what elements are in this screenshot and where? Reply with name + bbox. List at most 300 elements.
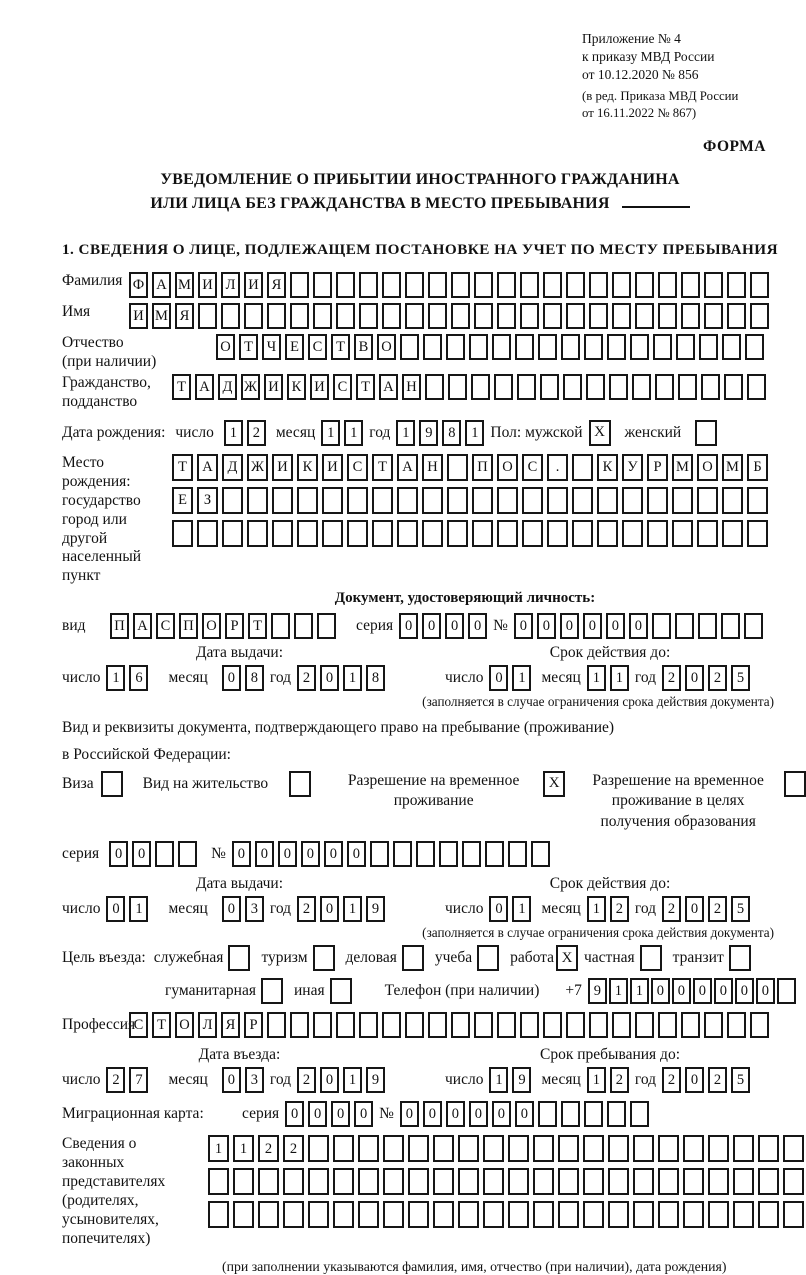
char-cell[interactable]: 0 bbox=[400, 1101, 419, 1127]
char-cell[interactable] bbox=[247, 487, 268, 514]
char-cell[interactable] bbox=[497, 487, 518, 514]
char-cell[interactable]: 0 bbox=[423, 1101, 442, 1127]
char-cell[interactable]: 0 bbox=[320, 896, 339, 922]
char-cell[interactable] bbox=[704, 272, 723, 298]
char-cell[interactable]: 1 bbox=[609, 978, 628, 1004]
char-cell[interactable]: А bbox=[152, 272, 171, 298]
char-cell[interactable]: А bbox=[397, 454, 418, 481]
char-cell[interactable]: Т bbox=[356, 374, 375, 400]
char-cell[interactable]: 2 bbox=[297, 1067, 316, 1093]
char-cell[interactable]: С bbox=[522, 454, 543, 481]
char-cell[interactable] bbox=[358, 1168, 379, 1195]
char-cell[interactable] bbox=[563, 374, 582, 400]
char-cell[interactable]: 1 bbox=[587, 665, 606, 691]
char-cell[interactable] bbox=[308, 1168, 329, 1195]
char-cell[interactable] bbox=[698, 613, 717, 639]
char-cell[interactable]: 0 bbox=[285, 1101, 304, 1127]
char-cell[interactable] bbox=[474, 1012, 493, 1038]
char-cell[interactable] bbox=[683, 1168, 704, 1195]
char-cell[interactable] bbox=[566, 303, 585, 329]
char-cell[interactable]: 1 bbox=[343, 665, 362, 691]
char-cell[interactable] bbox=[708, 1201, 729, 1228]
char-cell[interactable]: 2 bbox=[247, 420, 266, 446]
char-cell[interactable] bbox=[290, 272, 309, 298]
char-cell[interactable] bbox=[520, 272, 539, 298]
char-cell[interactable]: 2 bbox=[708, 665, 727, 691]
char-cell[interactable]: Ф bbox=[129, 272, 148, 298]
char-cell[interactable]: 0 bbox=[347, 841, 366, 867]
char-cell[interactable]: 0 bbox=[331, 1101, 350, 1127]
issue-month-cells[interactable] bbox=[222, 665, 264, 691]
char-cell[interactable] bbox=[704, 1012, 723, 1038]
char-cell[interactable]: Д bbox=[222, 454, 243, 481]
char-cell[interactable]: 6 bbox=[129, 665, 148, 691]
char-cell[interactable] bbox=[676, 334, 695, 360]
char-cell[interactable] bbox=[678, 374, 697, 400]
char-cell[interactable]: Р bbox=[244, 1012, 263, 1038]
doc-number-cells[interactable] bbox=[514, 613, 763, 639]
char-cell[interactable]: Е bbox=[172, 487, 193, 514]
char-cell[interactable]: 0 bbox=[606, 613, 625, 639]
char-cell[interactable] bbox=[697, 520, 718, 547]
char-cell[interactable] bbox=[647, 520, 668, 547]
char-cell[interactable] bbox=[608, 1168, 629, 1195]
char-cell[interactable] bbox=[658, 272, 677, 298]
char-cell[interactable] bbox=[745, 334, 764, 360]
char-cell[interactable]: 8 bbox=[366, 665, 385, 691]
char-cell[interactable] bbox=[538, 334, 557, 360]
char-cell[interactable] bbox=[783, 1201, 804, 1228]
char-cell[interactable] bbox=[708, 1135, 729, 1162]
char-cell[interactable] bbox=[333, 1201, 354, 1228]
char-cell[interactable] bbox=[747, 487, 768, 514]
transit-checkbox[interactable] bbox=[729, 945, 751, 971]
representatives-cells-line3[interactable] bbox=[208, 1201, 804, 1228]
char-cell[interactable]: 0 bbox=[651, 978, 670, 1004]
char-cell[interactable] bbox=[727, 272, 746, 298]
birth-month-cells[interactable] bbox=[321, 420, 363, 446]
name-cells[interactable] bbox=[129, 303, 769, 329]
char-cell[interactable]: Б bbox=[747, 454, 768, 481]
char-cell[interactable]: 0 bbox=[222, 896, 241, 922]
char-cell[interactable] bbox=[405, 272, 424, 298]
humanitarian-checkbox[interactable] bbox=[261, 978, 283, 1004]
char-cell[interactable] bbox=[517, 374, 536, 400]
char-cell[interactable] bbox=[658, 1012, 677, 1038]
char-cell[interactable] bbox=[566, 272, 585, 298]
char-cell[interactable]: . bbox=[547, 454, 568, 481]
char-cell[interactable] bbox=[607, 1101, 626, 1127]
char-cell[interactable]: 0 bbox=[278, 841, 297, 867]
char-cell[interactable] bbox=[701, 374, 720, 400]
char-cell[interactable] bbox=[400, 334, 419, 360]
char-cell[interactable] bbox=[483, 1168, 504, 1195]
char-cell[interactable] bbox=[683, 1201, 704, 1228]
char-cell[interactable] bbox=[433, 1201, 454, 1228]
char-cell[interactable] bbox=[589, 303, 608, 329]
char-cell[interactable] bbox=[508, 1135, 529, 1162]
char-cell[interactable]: 0 bbox=[514, 613, 533, 639]
char-cell[interactable]: Т bbox=[172, 374, 191, 400]
char-cell[interactable] bbox=[233, 1168, 254, 1195]
char-cell[interactable] bbox=[750, 272, 769, 298]
char-cell[interactable]: И bbox=[310, 374, 329, 400]
char-cell[interactable]: 1 bbox=[610, 665, 629, 691]
char-cell[interactable] bbox=[497, 303, 516, 329]
migration-series-cells[interactable] bbox=[285, 1101, 373, 1127]
char-cell[interactable] bbox=[783, 1135, 804, 1162]
doc-series-cells[interactable] bbox=[399, 613, 487, 639]
char-cell[interactable] bbox=[271, 613, 290, 639]
char-cell[interactable]: 1 bbox=[233, 1135, 254, 1162]
char-cell[interactable]: 1 bbox=[512, 665, 531, 691]
char-cell[interactable] bbox=[708, 1168, 729, 1195]
char-cell[interactable]: 2 bbox=[708, 896, 727, 922]
migration-number-cells[interactable] bbox=[400, 1101, 649, 1127]
char-cell[interactable] bbox=[497, 1012, 516, 1038]
char-cell[interactable] bbox=[382, 272, 401, 298]
char-cell[interactable] bbox=[258, 1168, 279, 1195]
char-cell[interactable] bbox=[208, 1201, 229, 1228]
char-cell[interactable]: 0 bbox=[756, 978, 775, 1004]
char-cell[interactable]: 0 bbox=[132, 841, 151, 867]
char-cell[interactable]: И bbox=[272, 454, 293, 481]
char-cell[interactable] bbox=[244, 303, 263, 329]
char-cell[interactable]: 1 bbox=[343, 896, 362, 922]
char-cell[interactable] bbox=[359, 272, 378, 298]
char-cell[interactable] bbox=[572, 520, 593, 547]
char-cell[interactable]: 1 bbox=[129, 896, 148, 922]
char-cell[interactable] bbox=[533, 1135, 554, 1162]
study-checkbox[interactable] bbox=[477, 945, 499, 971]
char-cell[interactable] bbox=[359, 1012, 378, 1038]
char-cell[interactable] bbox=[561, 1101, 580, 1127]
stay-month-cells[interactable] bbox=[587, 1067, 629, 1093]
char-cell[interactable]: О bbox=[175, 1012, 194, 1038]
char-cell[interactable] bbox=[405, 303, 424, 329]
char-cell[interactable]: 0 bbox=[515, 1101, 534, 1127]
char-cell[interactable]: М bbox=[152, 303, 171, 329]
expiry-month-cells[interactable] bbox=[587, 896, 629, 922]
char-cell[interactable] bbox=[197, 520, 218, 547]
char-cell[interactable]: 2 bbox=[662, 896, 681, 922]
char-cell[interactable]: 1 bbox=[396, 420, 415, 446]
char-cell[interactable] bbox=[428, 303, 447, 329]
char-cell[interactable]: Я bbox=[267, 272, 286, 298]
char-cell[interactable]: Т bbox=[239, 334, 258, 360]
char-cell[interactable] bbox=[655, 374, 674, 400]
char-cell[interactable]: 0 bbox=[320, 665, 339, 691]
char-cell[interactable]: 2 bbox=[297, 896, 316, 922]
char-cell[interactable] bbox=[458, 1135, 479, 1162]
char-cell[interactable] bbox=[697, 487, 718, 514]
char-cell[interactable] bbox=[408, 1201, 429, 1228]
char-cell[interactable] bbox=[589, 272, 608, 298]
representatives-cells-line2[interactable] bbox=[208, 1168, 804, 1195]
char-cell[interactable]: 3 bbox=[245, 896, 264, 922]
char-cell[interactable] bbox=[522, 487, 543, 514]
char-cell[interactable] bbox=[543, 1012, 562, 1038]
char-cell[interactable] bbox=[647, 487, 668, 514]
char-cell[interactable] bbox=[423, 334, 442, 360]
patronymic-cells[interactable] bbox=[216, 334, 764, 360]
char-cell[interactable]: 8 bbox=[442, 420, 461, 446]
char-cell[interactable]: 0 bbox=[222, 665, 241, 691]
char-cell[interactable] bbox=[508, 1168, 529, 1195]
char-cell[interactable]: А bbox=[195, 374, 214, 400]
char-cell[interactable] bbox=[635, 303, 654, 329]
char-cell[interactable] bbox=[383, 1201, 404, 1228]
char-cell[interactable] bbox=[372, 487, 393, 514]
char-cell[interactable]: 0 bbox=[685, 896, 704, 922]
expiry-year-cells[interactable] bbox=[662, 665, 750, 691]
char-cell[interactable]: 2 bbox=[610, 1067, 629, 1093]
char-cell[interactable] bbox=[405, 1012, 424, 1038]
char-cell[interactable] bbox=[758, 1168, 779, 1195]
birth-place-cells-line3[interactable] bbox=[172, 520, 768, 547]
char-cell[interactable] bbox=[447, 454, 468, 481]
char-cell[interactable] bbox=[635, 272, 654, 298]
char-cell[interactable]: 1 bbox=[465, 420, 484, 446]
char-cell[interactable] bbox=[750, 1012, 769, 1038]
char-cell[interactable]: 1 bbox=[587, 1067, 606, 1093]
char-cell[interactable]: 0 bbox=[232, 841, 251, 867]
char-cell[interactable] bbox=[462, 841, 481, 867]
char-cell[interactable]: А bbox=[197, 454, 218, 481]
char-cell[interactable] bbox=[267, 1012, 286, 1038]
char-cell[interactable] bbox=[428, 272, 447, 298]
char-cell[interactable]: 0 bbox=[422, 613, 441, 639]
char-cell[interactable]: 1 bbox=[224, 420, 243, 446]
char-cell[interactable] bbox=[308, 1135, 329, 1162]
char-cell[interactable] bbox=[630, 1101, 649, 1127]
char-cell[interactable] bbox=[222, 520, 243, 547]
stay-year-cells[interactable] bbox=[662, 1067, 750, 1093]
char-cell[interactable] bbox=[297, 487, 318, 514]
char-cell[interactable] bbox=[777, 978, 796, 1004]
char-cell[interactable] bbox=[653, 334, 672, 360]
issue-month-cells[interactable] bbox=[222, 896, 264, 922]
char-cell[interactable] bbox=[681, 1012, 700, 1038]
char-cell[interactable]: Ж bbox=[241, 374, 260, 400]
char-cell[interactable] bbox=[652, 613, 671, 639]
char-cell[interactable]: О bbox=[202, 613, 221, 639]
char-cell[interactable] bbox=[447, 487, 468, 514]
char-cell[interactable] bbox=[397, 487, 418, 514]
char-cell[interactable]: Т bbox=[172, 454, 193, 481]
birth-place-cells-line1[interactable] bbox=[172, 454, 768, 481]
char-cell[interactable]: 0 bbox=[693, 978, 712, 1004]
char-cell[interactable] bbox=[681, 303, 700, 329]
char-cell[interactable] bbox=[558, 1168, 579, 1195]
char-cell[interactable] bbox=[451, 1012, 470, 1038]
expiry-year-cells[interactable] bbox=[662, 896, 750, 922]
char-cell[interactable] bbox=[322, 487, 343, 514]
char-cell[interactable]: Ж bbox=[247, 454, 268, 481]
char-cell[interactable]: П bbox=[110, 613, 129, 639]
char-cell[interactable]: М bbox=[175, 272, 194, 298]
char-cell[interactable] bbox=[483, 1135, 504, 1162]
char-cell[interactable] bbox=[727, 1012, 746, 1038]
char-cell[interactable] bbox=[347, 520, 368, 547]
char-cell[interactable] bbox=[313, 272, 332, 298]
birth-year-cells[interactable] bbox=[396, 420, 484, 446]
char-cell[interactable] bbox=[492, 334, 511, 360]
char-cell[interactable] bbox=[416, 841, 435, 867]
char-cell[interactable]: К bbox=[297, 454, 318, 481]
char-cell[interactable]: З bbox=[197, 487, 218, 514]
char-cell[interactable] bbox=[333, 1135, 354, 1162]
char-cell[interactable] bbox=[336, 1012, 355, 1038]
char-cell[interactable]: 0 bbox=[629, 613, 648, 639]
char-cell[interactable]: Т bbox=[372, 454, 393, 481]
char-cell[interactable] bbox=[408, 1135, 429, 1162]
char-cell[interactable]: И bbox=[322, 454, 343, 481]
representatives-cells-line1[interactable] bbox=[208, 1135, 804, 1162]
expiry-month-cells[interactable] bbox=[587, 665, 629, 691]
char-cell[interactable] bbox=[198, 303, 217, 329]
char-cell[interactable] bbox=[533, 1201, 554, 1228]
char-cell[interactable] bbox=[675, 613, 694, 639]
char-cell[interactable] bbox=[586, 374, 605, 400]
char-cell[interactable]: 0 bbox=[489, 665, 508, 691]
char-cell[interactable] bbox=[447, 520, 468, 547]
char-cell[interactable] bbox=[446, 334, 465, 360]
char-cell[interactable]: М bbox=[722, 454, 743, 481]
issue-day-cells[interactable] bbox=[106, 665, 148, 691]
char-cell[interactable] bbox=[382, 303, 401, 329]
char-cell[interactable]: 9 bbox=[366, 896, 385, 922]
char-cell[interactable]: 9 bbox=[366, 1067, 385, 1093]
char-cell[interactable]: Н bbox=[402, 374, 421, 400]
char-cell[interactable]: 0 bbox=[222, 1067, 241, 1093]
char-cell[interactable]: 0 bbox=[106, 896, 125, 922]
char-cell[interactable] bbox=[494, 374, 513, 400]
char-cell[interactable] bbox=[347, 487, 368, 514]
char-cell[interactable] bbox=[313, 1012, 332, 1038]
residence-series-cells[interactable] bbox=[109, 841, 197, 867]
char-cell[interactable]: 1 bbox=[630, 978, 649, 1004]
char-cell[interactable] bbox=[607, 334, 626, 360]
char-cell[interactable] bbox=[558, 1201, 579, 1228]
char-cell[interactable]: 0 bbox=[714, 978, 733, 1004]
char-cell[interactable] bbox=[408, 1168, 429, 1195]
char-cell[interactable] bbox=[758, 1201, 779, 1228]
char-cell[interactable]: 3 bbox=[245, 1067, 264, 1093]
char-cell[interactable] bbox=[722, 487, 743, 514]
char-cell[interactable]: П bbox=[472, 454, 493, 481]
char-cell[interactable]: 0 bbox=[308, 1101, 327, 1127]
char-cell[interactable]: 2 bbox=[258, 1135, 279, 1162]
char-cell[interactable] bbox=[422, 487, 443, 514]
char-cell[interactable] bbox=[322, 520, 343, 547]
char-cell[interactable]: 0 bbox=[492, 1101, 511, 1127]
char-cell[interactable] bbox=[313, 303, 332, 329]
char-cell[interactable]: 0 bbox=[399, 613, 418, 639]
char-cell[interactable] bbox=[222, 487, 243, 514]
char-cell[interactable] bbox=[533, 1168, 554, 1195]
visa-checkbox[interactable] bbox=[101, 771, 123, 797]
char-cell[interactable]: 0 bbox=[489, 896, 508, 922]
char-cell[interactable]: С bbox=[156, 613, 175, 639]
char-cell[interactable] bbox=[451, 303, 470, 329]
char-cell[interactable]: 0 bbox=[445, 613, 464, 639]
char-cell[interactable]: 9 bbox=[588, 978, 607, 1004]
char-cell[interactable] bbox=[632, 374, 651, 400]
char-cell[interactable] bbox=[515, 334, 534, 360]
char-cell[interactable]: 1 bbox=[489, 1067, 508, 1093]
char-cell[interactable] bbox=[622, 520, 643, 547]
char-cell[interactable] bbox=[566, 1012, 585, 1038]
citizenship-cells[interactable] bbox=[172, 374, 766, 400]
char-cell[interactable] bbox=[485, 841, 504, 867]
char-cell[interactable] bbox=[630, 334, 649, 360]
char-cell[interactable] bbox=[433, 1135, 454, 1162]
birth-place-cells-line2[interactable] bbox=[172, 487, 768, 514]
char-cell[interactable]: О bbox=[216, 334, 235, 360]
char-cell[interactable]: В bbox=[354, 334, 373, 360]
char-cell[interactable] bbox=[633, 1168, 654, 1195]
char-cell[interactable] bbox=[597, 487, 618, 514]
char-cell[interactable] bbox=[727, 303, 746, 329]
char-cell[interactable]: 0 bbox=[109, 841, 128, 867]
char-cell[interactable]: 0 bbox=[685, 1067, 704, 1093]
char-cell[interactable] bbox=[612, 1012, 631, 1038]
char-cell[interactable]: 0 bbox=[685, 665, 704, 691]
char-cell[interactable]: Ч bbox=[262, 334, 281, 360]
char-cell[interactable] bbox=[471, 374, 490, 400]
temp-residence-education-checkbox[interactable] bbox=[784, 771, 806, 797]
char-cell[interactable] bbox=[658, 1168, 679, 1195]
char-cell[interactable] bbox=[622, 487, 643, 514]
char-cell[interactable] bbox=[522, 520, 543, 547]
char-cell[interactable]: 2 bbox=[662, 1067, 681, 1093]
char-cell[interactable] bbox=[448, 374, 467, 400]
char-cell[interactable] bbox=[558, 1135, 579, 1162]
char-cell[interactable] bbox=[372, 520, 393, 547]
char-cell[interactable] bbox=[474, 303, 493, 329]
entry-month-cells[interactable] bbox=[222, 1067, 264, 1093]
char-cell[interactable] bbox=[383, 1168, 404, 1195]
char-cell[interactable] bbox=[370, 841, 389, 867]
char-cell[interactable] bbox=[458, 1168, 479, 1195]
char-cell[interactable] bbox=[397, 520, 418, 547]
char-cell[interactable] bbox=[290, 1012, 309, 1038]
char-cell[interactable]: 1 bbox=[512, 896, 531, 922]
char-cell[interactable] bbox=[497, 520, 518, 547]
residence-permit-checkbox[interactable] bbox=[289, 771, 311, 797]
entry-year-cells[interactable] bbox=[297, 1067, 385, 1093]
char-cell[interactable] bbox=[597, 520, 618, 547]
char-cell[interactable]: 5 bbox=[731, 665, 750, 691]
char-cell[interactable] bbox=[221, 303, 240, 329]
char-cell[interactable] bbox=[272, 487, 293, 514]
char-cell[interactable] bbox=[783, 1168, 804, 1195]
issue-day-cells[interactable] bbox=[106, 896, 148, 922]
char-cell[interactable]: 0 bbox=[560, 613, 579, 639]
char-cell[interactable]: С bbox=[347, 454, 368, 481]
char-cell[interactable] bbox=[658, 1135, 679, 1162]
char-cell[interactable]: 0 bbox=[468, 613, 487, 639]
char-cell[interactable] bbox=[658, 303, 677, 329]
char-cell[interactable]: С bbox=[129, 1012, 148, 1038]
char-cell[interactable] bbox=[750, 303, 769, 329]
char-cell[interactable]: 5 bbox=[731, 1067, 750, 1093]
char-cell[interactable] bbox=[267, 303, 286, 329]
char-cell[interactable] bbox=[608, 1201, 629, 1228]
char-cell[interactable]: Е bbox=[285, 334, 304, 360]
char-cell[interactable]: С bbox=[308, 334, 327, 360]
